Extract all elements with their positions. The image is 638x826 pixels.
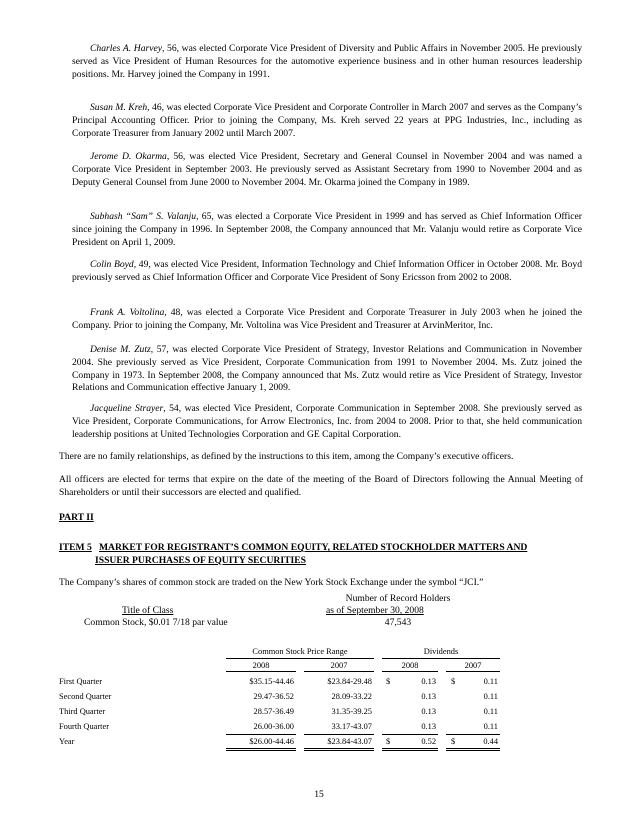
bio-name: Jacqueline Strayer bbox=[90, 403, 164, 414]
part-heading: PART II bbox=[59, 512, 94, 523]
price-2007-cell: 33.17-43.07 bbox=[331, 722, 372, 731]
page-number: 15 bbox=[314, 789, 324, 800]
exchange-paragraph: The Company’s shares of common stock are traded on the New York Stock Exchange under the symbol “JCI.” bbox=[59, 577, 484, 588]
dividend-2007-cell: 0.44 bbox=[483, 737, 498, 746]
bio-text: , 49, was elected Vice President, Information Technology and Chief Information Officer in October 2008. Mr. Boyd previously served as Chief Information Officer and Corporate Vice President of Sony Ericsson from 2002 to 2008. bbox=[72, 259, 583, 283]
rule-year-3 bbox=[382, 671, 438, 672]
dividend-2007-cell: 0.11 bbox=[483, 707, 498, 716]
price-2008-cell: 29.47-36.52 bbox=[253, 692, 294, 701]
row-label: Fourth Quarter bbox=[59, 722, 110, 731]
year-header-price-2007: 2007 bbox=[330, 661, 348, 670]
year-header-div-2008: 2008 bbox=[401, 661, 419, 670]
dividend-2007-cell: 0.11 bbox=[483, 692, 498, 701]
price-2007-cell: 28.09-33.22 bbox=[331, 692, 372, 701]
bio-sam-valanju bbox=[72, 211, 582, 249]
row-label: Year bbox=[59, 737, 75, 746]
price-2008-cell: 28.57-36.49 bbox=[253, 707, 294, 716]
dividend-currency-sign: $ bbox=[451, 737, 456, 746]
bio-name: Susan M. Kreh bbox=[90, 102, 148, 113]
bio-text: , 46, was elected Corporate Vice President and Corporate Controller in March 2007 and serves as the Company’s Principal Accounting Officer. Prior to joining the Company, Ms. Kreh served 22 years at PPG Industries, Inc., including as Corporate Treasurer from January 2002 until March 2007. bbox=[72, 102, 582, 139]
dividend-2008-cell: 0.13 bbox=[421, 692, 436, 701]
bio-text: , 48, was elected a Corporate Vice President and Corporate Treasurer in July 2003 when he joined the Company. Prior to joining the Company, Mr. Voltolina was Vice President and Treasurer at ArvinMeritor, Inc. bbox=[72, 307, 582, 331]
total-double-rule bbox=[304, 748, 374, 751]
dividend-2007-cell: 0.11 bbox=[483, 677, 498, 686]
officers-terms-paragraph: All officers are elected for terms that expire on the date of the meeting of the Board of Directors following the Annual Meeting of Shareholders or until their successors are elected and qualified. bbox=[59, 474, 583, 498]
rule-year-1 bbox=[226, 671, 296, 672]
bio-text: , 54, was elected Vice President, Corporate Communication in September 2008. She previously served as Vice President, Corporate Communications, for Arrow Electronics, Inc. from 2004 to 2008. Prior to that, she held communication leadership positions at United Technologies Corporation and GE Capital Corporation. bbox=[72, 403, 582, 440]
bio-name: Subhash “Sam” S. Valanju bbox=[90, 211, 197, 222]
price-2008-cell: 26.00-36.00 bbox=[253, 722, 294, 731]
total-double-rule bbox=[382, 748, 438, 751]
subtotal-rule bbox=[446, 734, 500, 735]
bio-colin-boyd bbox=[72, 259, 582, 285]
bio-text: , 56, was elected Corporate Vice President of Diversity and Public Affairs in November 2005. He previously served as Vice President of Human Resources for the automotive experience business and in other human resources leadership positions. Mr. Harvey joined the Company in 1991. bbox=[72, 43, 582, 80]
item5-number: ITEM 5 bbox=[59, 542, 92, 553]
total-double-rule bbox=[446, 748, 500, 751]
price-2008-cell: $35.15-44.46 bbox=[249, 677, 294, 686]
bio-jacqueline-strayer bbox=[72, 403, 582, 441]
dividend-2008-cell: 0.13 bbox=[421, 707, 436, 716]
record-holders-count: 47,543 bbox=[384, 617, 412, 628]
price-2007-cell: $23.84-29.48 bbox=[327, 677, 372, 686]
dividend-2008-cell: 0.13 bbox=[421, 722, 436, 731]
rule-year-4 bbox=[446, 671, 500, 672]
bio-name: Colin Boyd bbox=[90, 259, 134, 270]
row-label: First Quarter bbox=[59, 677, 103, 686]
year-header-div-2007: 2007 bbox=[464, 661, 482, 670]
bio-text: , 65, was elected a Corporate Vice President in 1999 and has served as Chief Information Officer since joining the Company in 1996. In September 2008, the Company announced that Mr. Valanju would retire as Corporate Vice President on April 1, 2009. bbox=[72, 211, 582, 248]
item5-title-line1: MARKET FOR REGISTRANT’S COMMON EQUITY, RELATED STOCKHOLDER MATTERS AND bbox=[99, 542, 528, 553]
subtotal-rule bbox=[382, 734, 438, 735]
holders-header-line2: as of September 30, 2008 bbox=[326, 605, 424, 616]
item5-title-line2: ISSUER PURCHASES OF EQUITY SECURITIES bbox=[95, 554, 306, 566]
family-relationships-paragraph: There are no family relationships, as defined by the instructions to this item, among the Company’s executive officers. bbox=[59, 451, 514, 462]
bio-name: Jerome D. Okarma bbox=[90, 151, 167, 162]
bio-text: , 57, was elected Corporate Vice President of Strategy, Investor Relations and Communication in November 2004. She previously served as Vice President, Corporate Communication from 1991 to November 2004. Ms. Zutz joined the Company in 1973. In September 2008, the Company announced that Ms. Zutz would retire as Vice President of Strategy, Investor Relations and Communication effective January 1, 2009. bbox=[72, 344, 582, 394]
dividend-currency-sign: $ bbox=[386, 677, 391, 686]
bio-denise-zutz bbox=[72, 344, 582, 395]
bio-charles-harvey bbox=[72, 43, 582, 81]
bio-frank-voltolina bbox=[72, 307, 582, 333]
dividends-header-rule bbox=[382, 658, 500, 659]
holders-header-line1: Number of Record Holders bbox=[345, 593, 451, 604]
dividend-currency-sign: $ bbox=[451, 677, 456, 686]
dividend-currency-sign: $ bbox=[386, 737, 391, 746]
row-label: Third Quarter bbox=[59, 707, 106, 716]
class-name: Common Stock, $0.01 7/18 par value bbox=[84, 617, 228, 628]
row-label: Second Quarter bbox=[59, 692, 112, 701]
total-double-rule bbox=[226, 748, 296, 751]
dividends-header: Dividends bbox=[423, 647, 459, 656]
title-of-class-header: Title of Class bbox=[122, 605, 174, 616]
rule-year-2 bbox=[304, 671, 374, 672]
bio-jerome-okarma bbox=[72, 151, 582, 189]
dividend-2008-cell: 0.52 bbox=[421, 737, 436, 746]
bio-name: Frank A. Voltolina bbox=[90, 307, 165, 318]
subtotal-rule bbox=[226, 734, 296, 735]
subtotal-rule bbox=[304, 734, 374, 735]
bio-susan-kreh bbox=[72, 102, 582, 140]
price-2007-cell: 31.35-39.25 bbox=[331, 707, 372, 716]
year-header-price-2008: 2008 bbox=[252, 661, 270, 670]
item5-heading bbox=[59, 542, 589, 568]
dividend-2007-cell: 0.11 bbox=[483, 722, 498, 731]
bio-name: Denise M. Zutz bbox=[90, 344, 151, 355]
price-2007-cell: $23.84-43.07 bbox=[327, 737, 372, 746]
price-header-rule bbox=[226, 658, 374, 659]
bio-name: Charles A. Harvey bbox=[90, 43, 162, 54]
price-range-header: Common Stock Price Range bbox=[252, 647, 348, 656]
dividend-2008-cell: 0.13 bbox=[421, 677, 436, 686]
bio-text: , 56, was elected Vice President, Secretary and General Counsel in November 2004 and was named a Corporate Vice President in September 2003. He previously served as Assistant Secretary from 1990 to November 2004 and as Deputy General Counsel from June 2000 to November 2004. Mr. Okarma joined the Company in 1989. bbox=[72, 151, 582, 188]
price-2008-cell: $26.00-44.46 bbox=[249, 737, 294, 746]
